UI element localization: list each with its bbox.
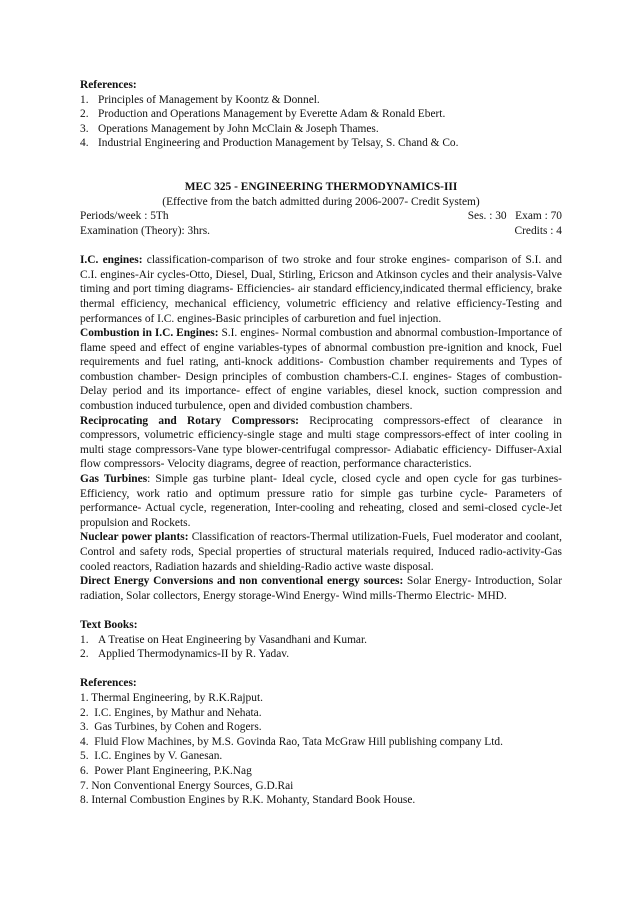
syllabus-unit-energy-conversion: Direct Energy Conversions and non conventional energy sources: Solar Energy- Introduction, Solar radiation, Solar collectors, Energy storage-Wind Energy- Wind mills-Thermo Electric- MHD. bbox=[80, 575, 562, 602]
course-title: MEC 325 - ENGINEERING THERMODYNAMICS-III bbox=[184, 181, 458, 194]
list-item: 4. Fluid Flow Machines, by M.S. Govinda Rao, Tata McGraw Hill publishing company Ltd. bbox=[80, 735, 503, 748]
references-list-2 bbox=[80, 691, 562, 808]
list-item: 6. Power Plant Engineering, P.K.Nag bbox=[80, 764, 252, 777]
list-item: 1. Thermal Engineering, by R.K.Rajput. bbox=[80, 691, 263, 704]
list-item: 4. Industrial Engineering and Production Management by Telsay, S. Chand & Co. bbox=[80, 137, 459, 150]
document-page bbox=[80, 78, 562, 808]
list-item: 2. I.C. Engines, by Mathur and Nehata. bbox=[80, 706, 262, 719]
list-item: 2. Applied Thermodynamics-II by R. Yadav. bbox=[80, 648, 290, 661]
syllabus-section bbox=[80, 253, 562, 603]
list-item: 1. Principles of Management by Koontz & Donnel. bbox=[80, 93, 320, 106]
syllabus-unit-gas-turbines: Gas Turbines: Simple gas turbine plant- Ideal cycle, closed cycle and open cycle for gas turbines-Efficiency, work ratio and optimum pressure ratio for simple gas turbine cycle- Parameters of performance- Actual cycle, regeneration, Inter-cooling and reheating, closed and semi-closed cycle-Jet propulsion and Rockets. bbox=[80, 473, 562, 529]
sessional-exam-marks: Ses. : 30 Exam : 70 bbox=[467, 210, 562, 223]
textbooks-list bbox=[80, 633, 562, 662]
list-item: 2. Production and Operations Management by Everette Adam & Ronald Ebert. bbox=[80, 108, 446, 121]
course-subtitle: (Effective from the batch admitted during 2006-2007- Credit System) bbox=[162, 195, 480, 208]
exam-duration: Examination (Theory): 3hrs. bbox=[80, 224, 211, 237]
list-item: 1. A Treatise on Heat Engineering by Vasandhani and Kumar. bbox=[80, 633, 368, 646]
list-item: 3. Operations Management by John McClain & Joseph Thames. bbox=[80, 122, 379, 135]
syllabus-unit-combustion: Combustion in I.C. Engines: S.I. engines- Normal combustion and abnormal combustion-Importance of flame speed and effect of engine variables-types of abnormal combustion pre-ignition and knock, Fuel requirements and fuel rating, anti-knock additions- Combustion chamber requirements and Types of combustion chamber- Design principles of combustion chambers-C.I. engines- Stages of combustion- Delay period and its importance- effect of engine variables, diesel knock, suction compression and combustion induced turbulence, open and divided combustion chambers. bbox=[80, 327, 563, 413]
textbooks-heading: Text Books: bbox=[80, 618, 138, 631]
list-item: 7. Non Conventional Energy Sources, G.D.Rai bbox=[80, 779, 294, 792]
syllabus-unit-ic-engines: I.C. engines: classification-comparison of two stroke and four stroke engines- comparison of S.I. and C.I. engines-Air cycles-Otto, Diesel, Dual, Stirling, Ericson and Atkinson cycles and their analysis-Valve timing and port timing diagrams- Efficiencies- air standard efficiency,indicated thermal efficiency, brake thermal efficiency, mechanical efficiency, volumetric efficiency and relative efficiency-Testing and performances of I.C. engines-Basic principles of carburetion and fuel injection. bbox=[80, 254, 562, 325]
credits: Credits : 4 bbox=[514, 224, 562, 237]
references-heading-2: References: bbox=[80, 677, 137, 690]
course-meta-row-2 bbox=[80, 224, 562, 239]
list-item: 8. Internal Combustion Engines by R.K. Mohanty, Standard Book House. bbox=[80, 794, 416, 807]
syllabus-unit-compressors: Reciprocating and Rotary Compressors: Reciprocating compressors-effect of clearance in compressors, volumetric efficiency-single stage and multi stage compressors-effect of inter cooling in multi stage compressors-Vane type blower-centrifugal compressor- Adiabatic efficiency- Diffuser-Axial flow compressors- Velocity diagrams, degree of reaction, performance characteristics. bbox=[80, 414, 562, 471]
references-list bbox=[80, 93, 562, 151]
course-meta-row-1 bbox=[80, 209, 562, 224]
references-heading: References: bbox=[80, 79, 137, 91]
syllabus-unit-nuclear: Nuclear power plants: Classification of reactors-Thermal utilization-Fuels, Fuel moderator and coolant, Control and safety rods, Special properties of structural materials required, Induced radio-activity-Gas cooled reactors, Radiation hazards and shielding-Radio active waste disposal. bbox=[80, 531, 563, 573]
list-item: 3. Gas Turbines, by Cohen and Rogers. bbox=[80, 721, 262, 734]
periods-per-week: Periods/week : 5Th bbox=[80, 210, 169, 223]
list-item: 5. I.C. Engines by V. Ganesan. bbox=[80, 750, 223, 763]
